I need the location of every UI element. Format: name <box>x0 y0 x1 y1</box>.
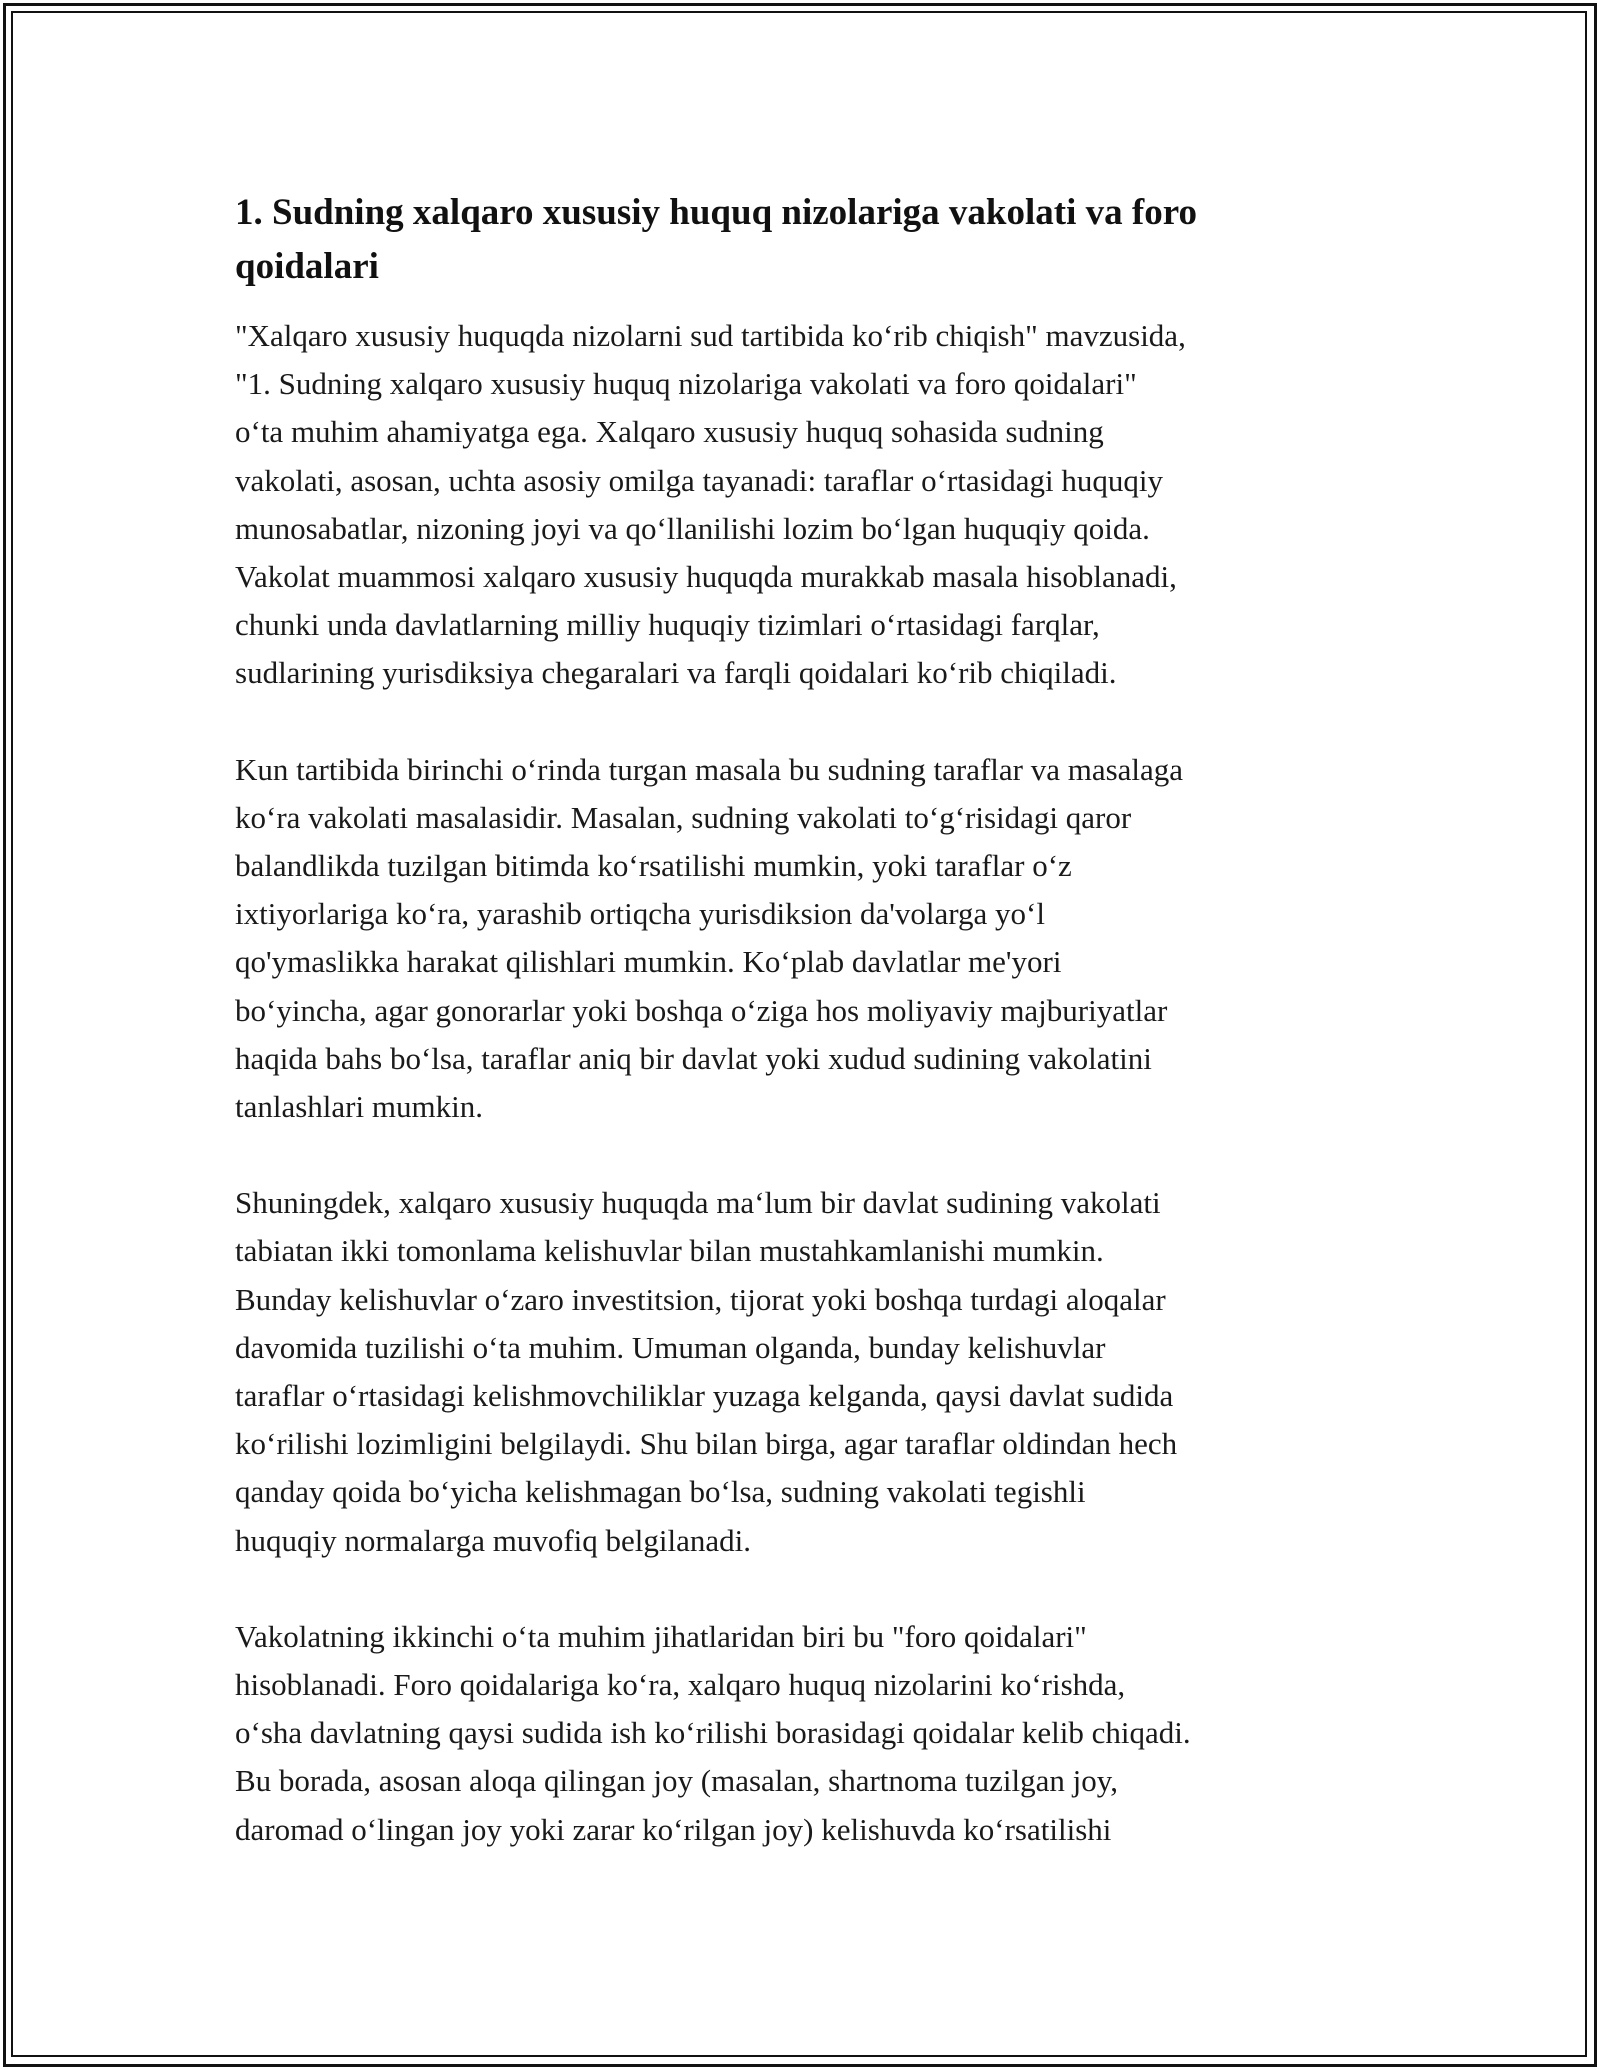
paragraph-2: Kun tartibida birinchi o‘rinda turgan masala bu sudning taraflar va masalaga ko‘ra vakolati masalasidir. Masalan, sudning vakolati to‘g‘risidagi qaror balandlikda tuzilgan bitimda ko‘rsatilishi mumkin, yoki taraflar o‘z ixtiyorlariga ko‘ra, yarashib ortiqcha yurisdiksion da'volarga yo‘l qo'ymaslikka harakat qilishlari mumkin. Ko‘plab davlatlar me'yori bo‘yincha, agar gonorarlar yoki boshqa o‘ziga hos moliyaviy majburiyatlar haqida bahs bo‘lsa, taraflar aniq bir davlat yoki xudud sudining vakolatini tanlashlari mumkin. <box>235 751 1184 1125</box>
section-heading: 1. Sudning xalqaro xususiy huquq nizolariga vakolati va foro qoidalari <box>235 192 1197 287</box>
paragraph-4: Vakolatning ikkinchi o‘ta muhim jihatlaridan biri bu "foro qoidalari" hisoblanadi. Foro qoidalariga ko‘ra, xalqaro huquq nizolarini ko‘rishda, o‘sha davlatning qaysi sudida ish ko‘rilishi borasidagi qoidalar kelib chiqadi. Bu borada, asosan aloqa qilingan joy (masalan, shartnoma tuzilgan joy, daromad o‘lingan joy yoki zarar ko‘rilgan joy) kelishuvda ko‘rsatilishi <box>235 1618 1191 1847</box>
paragraph-3: Shuningdek, xalqaro xususiy huquqda ma‘lum bir davlat sudining vakolati tabiatan ikki tomonlama kelishuvlar bilan mustahkamlanishi mumkin. Bunday kelishuvlar o‘zaro investitsion, tijorat yoki boshqa turdagi aloqalar davomida tuzilishi o‘ta muhim. Umuman olganda, bunday kelishuvlar taraflar o‘rtasidagi kelishmovchiliklar yuzaga kelganda, qaysi davlat sudida ko‘rilishi lozimligini belgilaydi. Shu bilan birga, agar taraflar oldindan hech qanday qoida bo‘yicha kelishmagan bo‘lsa, sudning vakolati tegishli huquqiy normalarga muvofiq belgilanadi. <box>235 1185 1178 1558</box>
paragraph-1: "Xalqaro xususiy huquqda nizolarni sud tartibida ko‘rib chiqish" mavzusida, "1. Sudning xalqaro xususiy huquq nizolariga vakolati va foro qoidalari" o‘ta muhim ahamiyatga ega. Xalqaro xususiy huquq sohasida sudning vakolati, asosan, uchta asosiy omilga tayanadi: taraflar o‘rtasidagi huquqiy munosabatlar, nizoning joyi va qo‘llanilishi lozim bo‘lgan huquqiy qoida. Vakolat muammosi xalqaro xususiy huquqda murakkab masala hisoblanadi, chunki unda davlatlarning milliy huquqiy tizimlari o‘rtasidagi farqlar, sudlarining yurisdiksiya chegaralari va farqli qoidalari ko‘rib chiqiladi. <box>235 318 1186 691</box>
document-body <box>235 186 1385 1902</box>
